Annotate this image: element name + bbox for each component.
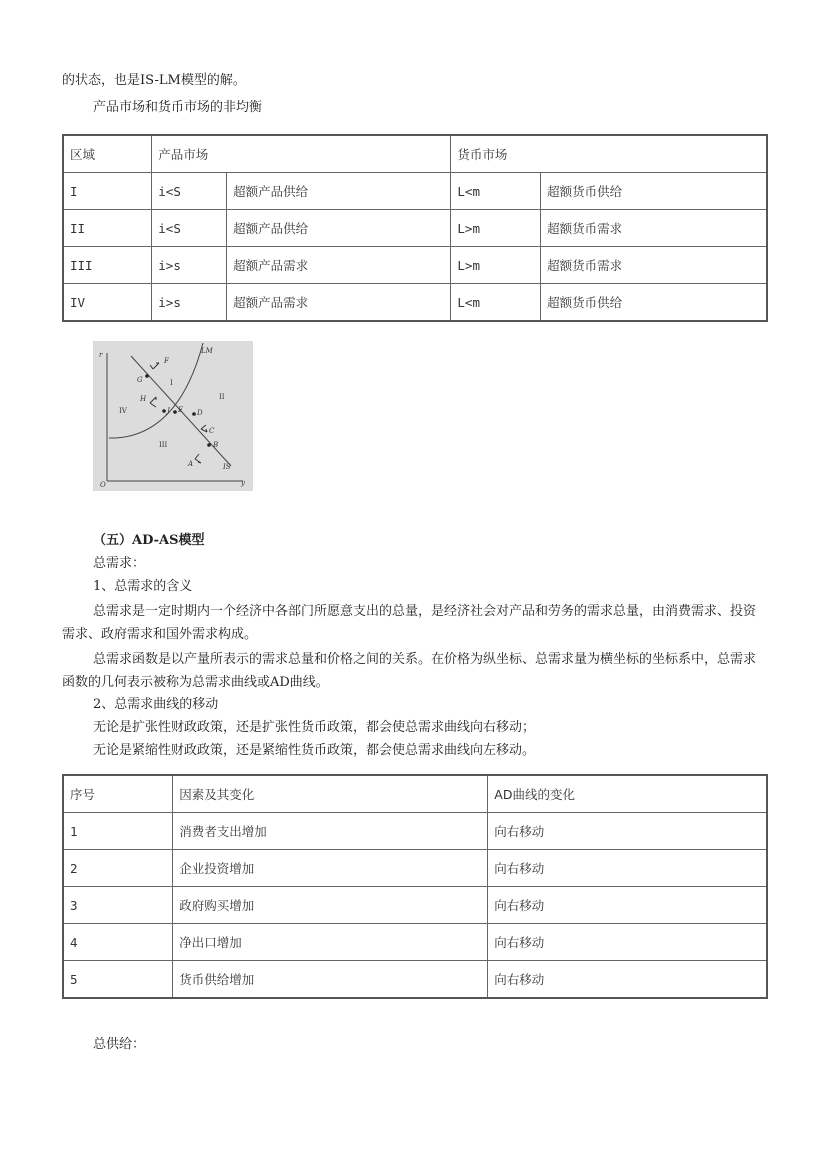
point-label-f: F bbox=[164, 357, 169, 365]
table-row bbox=[63, 173, 767, 210]
table-row bbox=[63, 813, 767, 850]
header-cell: 序号 bbox=[63, 775, 173, 813]
is-lm-diagram bbox=[93, 341, 253, 491]
point-e bbox=[173, 410, 177, 414]
lm-label: LM bbox=[201, 347, 213, 355]
table-cell: 政府购买增加 bbox=[173, 887, 488, 924]
point-label-h: H bbox=[140, 395, 147, 403]
axis-label-y: y bbox=[241, 479, 245, 487]
table-cell: 3 bbox=[63, 887, 173, 924]
table-cell: 超额货币需求 bbox=[541, 210, 767, 247]
point-j bbox=[162, 409, 166, 413]
table-cell: 企业投资增加 bbox=[173, 850, 488, 887]
point-d bbox=[192, 412, 196, 416]
region-label-i: I bbox=[170, 379, 173, 387]
table-cell: 向右移动 bbox=[488, 961, 767, 999]
contraction-line: 无论是紧缩性财政政策，还是紧缩性货币政策，都会使总需求曲线向左移动。 bbox=[93, 743, 536, 758]
sub-heading-demand: 总需求： bbox=[93, 556, 146, 571]
table-cell: 超额货币需求 bbox=[541, 247, 767, 284]
table-cell: 净出口增加 bbox=[173, 924, 488, 961]
origin-label: O bbox=[100, 481, 106, 489]
table-cell: i<S bbox=[152, 173, 227, 210]
header-cell: 因素及其变化 bbox=[173, 775, 488, 813]
table-cell: 消费者支出增加 bbox=[173, 813, 488, 850]
table-cell: i>s bbox=[152, 247, 227, 284]
axis-label-r: r bbox=[99, 351, 103, 359]
table-cell: 超额产品需求 bbox=[227, 284, 451, 322]
paragraph-1: 总需求是一定时期内一个经济中各部门所愿意支出的总量，是经济社会对产品和劳务的需求总量，由消费需求、投资需求、政府需求和国外需求构成。 bbox=[62, 604, 757, 642]
table-cell: IV bbox=[63, 284, 152, 322]
table-row bbox=[63, 961, 767, 999]
table-row bbox=[63, 210, 767, 247]
point-label-b: B bbox=[213, 441, 219, 449]
header-cell: 产品市场 bbox=[152, 135, 451, 173]
table-cell: 1 bbox=[63, 813, 173, 850]
table-cell: 向右移动 bbox=[488, 850, 767, 887]
table-cell: L>m bbox=[451, 210, 541, 247]
point-label-e: E bbox=[178, 406, 184, 414]
point-label-g: G bbox=[137, 376, 143, 384]
table-cell: 超额产品需求 bbox=[227, 247, 451, 284]
point-label-j: J bbox=[167, 407, 170, 415]
header-cell: 区域 bbox=[63, 135, 152, 173]
header-cell: AD曲线的变化 bbox=[488, 775, 767, 813]
table-cell: III bbox=[63, 247, 152, 284]
table-cell: L>m bbox=[451, 247, 541, 284]
table-row bbox=[63, 924, 767, 961]
table-row bbox=[63, 850, 767, 887]
intro-line: 的状态，也是IS-LM模型的解。 bbox=[62, 73, 246, 88]
point-label-a: A bbox=[188, 460, 194, 468]
table-header-row bbox=[63, 775, 767, 813]
point-label-d: D bbox=[197, 409, 203, 417]
market-disequilibrium-table bbox=[62, 134, 768, 322]
table-cell: 向右移动 bbox=[488, 887, 767, 924]
point-b bbox=[207, 443, 211, 447]
table-cell: 超额货币供给 bbox=[541, 173, 767, 210]
table-cell: I bbox=[63, 173, 152, 210]
table-row bbox=[63, 284, 767, 322]
table-cell: 货币供给增加 bbox=[173, 961, 488, 999]
table-cell: 5 bbox=[63, 961, 173, 999]
table-cell: i>s bbox=[152, 284, 227, 322]
point-g bbox=[145, 374, 149, 378]
table-cell: L<m bbox=[451, 284, 541, 322]
table-header-row bbox=[63, 135, 767, 173]
table-row bbox=[63, 247, 767, 284]
table-cell: i<S bbox=[152, 210, 227, 247]
table-cell: 向右移动 bbox=[488, 813, 767, 850]
table-cell: L<m bbox=[451, 173, 541, 210]
table-cell: 2 bbox=[63, 850, 173, 887]
table-caption: 产品市场和货币市场的非均衡 bbox=[93, 100, 263, 115]
region-label-ii: II bbox=[219, 393, 225, 401]
is-label: IS bbox=[223, 463, 231, 471]
header-cell: 货币市场 bbox=[451, 135, 767, 173]
table-cell: II bbox=[63, 210, 152, 247]
ad-shift-table bbox=[62, 774, 768, 999]
table-cell: 超额产品供给 bbox=[227, 173, 451, 210]
paragraph-2: 总需求函数是以产量所表示的需求总量和价格之间的关系。在价格为纵坐标、总需求量为横坐标的坐标系中，总需求函数的几何表示被称为总需求曲线或AD曲线。 bbox=[62, 652, 757, 690]
item-heading-2: 2、总需求曲线的移动 bbox=[93, 697, 219, 712]
region-label-iii: III bbox=[159, 441, 168, 449]
table-cell: 超额货币供给 bbox=[541, 284, 767, 322]
item-heading-1: 1、总需求的含义 bbox=[93, 579, 193, 594]
section-heading: （五）AD-AS模型 bbox=[93, 533, 205, 548]
table-cell: 超额产品供给 bbox=[227, 210, 451, 247]
point-label-c: C bbox=[209, 427, 215, 435]
expansion-line: 无论是扩张性财政政策，还是扩张性货币政策，都会使总需求曲线向右移动； bbox=[93, 720, 536, 735]
aggregate-supply-heading: 总供给： bbox=[93, 1037, 146, 1052]
region-label-iv: IV bbox=[119, 407, 127, 415]
table-row bbox=[63, 887, 767, 924]
table-cell: 向右移动 bbox=[488, 924, 767, 961]
table-cell: 4 bbox=[63, 924, 173, 961]
